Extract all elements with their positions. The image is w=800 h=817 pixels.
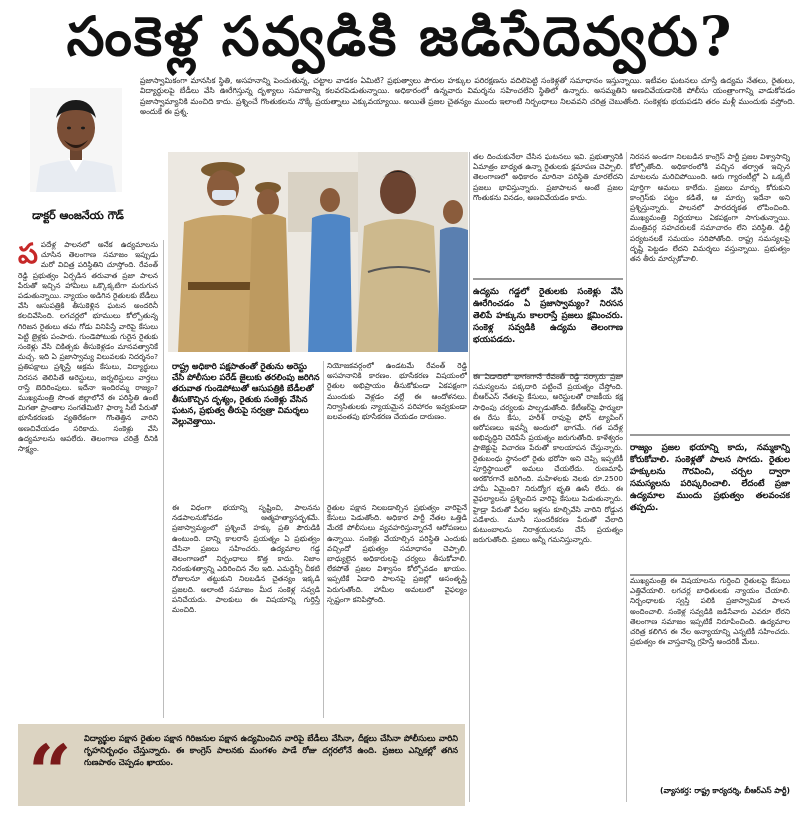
body-column-1-text: పదేళ్ల పాలనలో అనేక ఉద్యమాలను చూసిన తెలంగాణ సమాజం ఇప్పుడు మరో విచిత్ర పరిస్థితిని చూస్తోంది. రేవంత్ రెడ్డి ప్రభుత్వం ఏర్పడిన తరువాత ప్రజా పాలన పేరుతో ఇచ్చిన హామీలు ఒక్కొక్కటిగా మరుగున పడుతున్నాయి. న్యాయం అడిగిన రైతులకు బేడీలు వేసి ఆసుపత్రికి తీసుకెళ్లిన ఘటన అందరినీ కలచివేసింది. లగచర్లలో భూములు కోల్పోతున్న గిరిజన రైతులు తమ గోడు వినిపిస్తే వారిపై కేసులు పెట్టి జైళ్లకు పంపారు. గుండెపోటుకు గురైన రైతుకు సంకెళ్లు వేసి చికిత్సకు తీసుకెళ్లడం మానవత్వానికే మచ్చ. ఇది ఏ ప్రజాస్వామ్య విలువలకు నిదర్శనం? ప్రతిపక్షాలు ప్రశ్నిస్తే అక్రమ కేసులు, విద్యార్థులు నిరసన తెలిపితే అరెస్టులు, జర్నలిస్టులు వార్తలు రాస్తే బెదిరింపులు. ఇదేనా ఇందిరమ్మ రాజ్యం? ముఖ్యమంత్రి సొంత జిల్లాలోనే ఈ పరిస్థితి ఉంటే మిగతా ప్రాంతాల సంగతేమిటి? ఫార్మా సిటీ పేరుతో భూసేకరణకు వ్యతిరేకంగా గొంతెత్తిన వారిని అణచివేయడం సరికాదు. సంకెళ్లు వేసి ఉద్యమాలను ఆపలేరు. తెలంగాణ చరిత్రే దీనికి సాక్ష్యం.: [18, 240, 158, 454]
author-name: డాక్టర్ ఆంజనేయ గౌడ్: [32, 209, 124, 222]
author-byline: (వ్యాసకర్త: రాష్ట్ర కార్యదర్శి, బీఆర్ఎస్ పార్టీ): [660, 786, 790, 795]
column-divider: [469, 152, 470, 802]
body-column-2: ఈ విధంగా భయాన్ని సృష్టించి, పాలనను నడపాలనుకోవడం ఆత్మహత్యాసదృశమే. ప్రజాస్వామ్యంలో ప్రశ్నించే హక్కు ప్రతి పౌరుడికి ఉంటుంది. దాన్ని కాలరాసే ప్రయత్నం ఏ ప్రభుత్వం చేసినా ప్రజలు సహించరు. ఉద్యమాల గడ్డ తెలంగాణలో నిర్బంధాలు కొత్త కాదు. నిజాం నిరంకుశత్వాన్ని ఎదిరించిన నేల ఇది. ఎమర్జెన్సీ చీకటి రోజులనూ తట్టుకుని నిలబడిన చైతన్యం ఇక్కడి ప్రజలది. అలాంటి సమాజం మీద సంకెళ్ల సవ్వడి పనిచేయదు. పాలకులు ఈ విషయాన్ని గుర్తిస్తే మంచిది.: [172, 503, 320, 615]
column-divider: [323, 361, 324, 718]
photo-caption: రాష్ట్ర అధికారి పక్షపాతంతో రైతును అరెస్టు చేసి పోలీసుల పరేడ్ జైలుకు తరలింపు జరిగిన తరువాత గుండెపోటుతో ఆసుపత్రికి బేడీలతో తీసుకొచ్చిన దృశ్యం, రైతుకు సంకెళ్లు వేసిన ఘటన, ప్రభుత్వ తీరుపై సర్వత్రా విమర్శలు వెల్లువెత్తాయి.: [172, 361, 320, 426]
body-column-5-top: నిరసన అండగా నిలబడిన కాంగ్రెస్ పార్టీ ప్రజల విశ్వాసాన్ని కోల్పోతోంది. అధికారంలోకి వచ్చిన తర్వాత ఇచ్చిన మాటలను మరిచిపోయింది. ఆరు గ్యారంటీల్లో ఏ ఒక్కటీ పూర్తిగా అమలు కాలేదు. ప్రజలు మార్పు కోరుకుని కాంగ్రెస్‌కు పట్టం కడితే, ఆ మార్పు ఇదేనా అని ప్రశ్నిస్తున్నారు. పాలనలో పారదర్శకత లోపించింది. ముఖ్యమంత్రి నిర్ణయాలు ఏకపక్షంగా సాగుతున్నాయి. మంత్రివర్గ సహచరులకే సమాచారం లేని పరిస్థితి. ఢిల్లీ పర్యటనలకే సమయం సరిపోతోంది. రాష్ట్ర సమస్యలపై దృష్టి పెట్టడం లేదని విమర్శలు వస్తున్నాయి. ప్రభుత్వం తన తీరు మార్చుకోవాలి.: [630, 152, 790, 264]
news-photo: [168, 152, 468, 352]
column-divider: [626, 152, 627, 802]
intro-paragraph: ప్రజాస్వామికంగా మానసిక స్థితి, అసహనాన్ని పెంచుతున్న, చట్టాల వాడకం ఏమిటి? ప్రభుత్వాలు పౌరుల హక్కుల పరిరక్షణను వదిలిపెట్టి సంకెళ్లతో సమాధానం ఇస్తున్నాయి. ఇటీవల ఘటనలు చూస్తే ఉద్యమ నేతలు, రైతులు, విద్యార్థులపై బేడీలు వేసి ఊరేగిస్తున్న దృశ్యాలు సమాజాన్ని కలవరపెడుతున్నాయి. అధికారంలో ఉన్నవారు విమర్శను సహించలేని స్థితిలో ఉన్నారు. అసమ్మతిని అణచివేయడానికి పోలీసు యంత్రాంగాన్ని వాడుకోవడం ప్రజాస్వామ్యానికి మంచిది కాదు. ప్రశ్నించే గొంతుకలను నొక్కే ప్రయత్నాలు ఎక్కువయ్యాయి. అయితే ప్రజల చైతన్యం ముందు ఇలాంటి నిర్బంధాలు నిలవవని చరిత్ర చెబుతోంది. సంకెళ్లకు భయపడని తరం మళ్లీ ముందుకు వస్తోంది. అందుకే ఈ ప్రశ్న.: [140, 76, 795, 117]
body-column-5: ముఖ్యమంత్రి ఈ విషయాలను గుర్తించి రైతులపై కేసులు ఎత్తివేయాలి. లగచర్ల బాధితులకు న్యాయం చేయాలి. నిర్బంధాలకు స్వస్తి పలికి ప్రజాస్వామిక పాలన అందించాలి. సంకెళ్ల సవ్వడికి జడిసేవారు ఎవరూ లేరని తెలంగాణ సమాజం ఇప్పటికే నిరూపించింది. ఉద్యమాల చరిత్ర కలిగిన ఈ నేల అన్యాయాన్ని ఎన్నటికీ సహించదు. ప్రభుత్వం ఈ వాస్తవాన్ని గ్రహిస్తే అందరికీ మేలు.: [630, 576, 790, 647]
headline: సంకెళ్ల సవ్వడికి జడిసేదెవ్వరు?: [66, 4, 734, 68]
highlight-quote-text: విద్యార్థుల పక్షాన రైతుల పక్షాన గిరిజనుల పక్షాన ఉద్యమించిన వారిపై బేడీలు వేసినా, దీక్షలు చేసినా పోలీసులు వారిని గృహనిర్బంధం చేస్తున్నారు. ఈ కాంగ్రెస్ పాలనకు మంగళం పాడే రోజు దగ్గరలోనే ఉంది. ప్రజలు ఎన్నికల్లో తగిన గుణపాఠం చెప్పడం ఖాయం.: [84, 733, 458, 767]
column-divider: [163, 240, 164, 718]
dropcap-letter: ప: [18, 240, 38, 270]
body-column-1: [18, 240, 158, 718]
pull-quote-2: రాజ్యం ప్రజల భయాన్ని కాదు, నమ్మకాన్ని కోరుకోవాలి. సంకెళ్లతో పాలన సాగదు. రైతుల హక్కులను గౌరవించి, చర్చల ద్వారా సమస్యలను పరిష్కరించాలి. లేదంటే ప్రజా ఉద్యమాల ముందు ప్రభుత్వం తలవంచక తప్పదు.: [630, 434, 790, 576]
author-portrait: [30, 88, 122, 192]
body-column-4: ఈ ఏడాదిలో భాగంగానే రేవంత్ రెడ్డి సర్కారు ప్రజా సమస్యలను పక్కదారి పట్టించే ప్రయత్నం చేస్తోంది. బీఆర్ఎస్ నేతలపై కేసులు, అరెస్టులతో రాజకీయ కక్ష సాధింపు చర్యలకు పాల్పడుతోంది. కేటీఆర్‌పై ఫార్ములా ఈ రేసు కేసు, హరీశ్ రావుపై ఫోన్ ట్యాపింగ్ ఆరోపణలు ఇవన్నీ అందులో భాగమే. గత పదేళ్ల అభివృద్ధిని చెరిపేసే ప్రయత్నం జరుగుతోంది. కాళేశ్వరం ప్రాజెక్టుపై విచారణ పేరుతో కాలయాపన చేస్తున్నారు. రైతుబంధు స్థానంలో రైతు భరోసా అని చెప్పి ఇప్పటికీ పూర్తిస్థాయిలో అమలు చేయలేదు. రుణమాఫీ అరకొరగానే జరిగింది. మహిళలకు నెలకు రూ.2500 హామీ ఏమైంది? నిరుద్యోగ భృతి ఊసే లేదు. ఈ వైఫల్యాలను ప్రశ్నించిన వారిపై కేసులు పెడుతున్నారు. హైడ్రా పేరుతో పేదల ఇళ్లను కూల్చివేసి వారిని రోడ్డున పడేశారు. మూసీ సుందరీకరణ పేరుతో వేలాది కుటుంబాలను నిరాశ్రయులను చేసే ప్రయత్నం జరుగుతోంది. ప్రజలు అన్నీ గమనిస్తున్నారు.: [473, 372, 623, 545]
quote-mark-icon: “: [28, 728, 72, 817]
body-column-4-top: తల దించుకునేలా చేసిన ఘటనలు ఇవి. ప్రభుత్వానికి ఏమాత్రం బాధ్యత ఉన్నా రైతులకు క్షమాపణ చెప్పాలి. తెలంగాణలో అధికారం మారినా పరిస్థితి మారలేదని ప్రజలు భావిస్తున్నారు. ప్రజాపాలన అంటే ప్రజల గొంతుకను వినడం, అణచివేయడం కాదు.: [473, 152, 623, 202]
pull-quote-1: ఉద్యమ గడ్డలో రైతులకు సంకెళ్లు వేసి ఊరేగించడం ఏ ప్రజాస్వామ్యం? నిరసన తెలిపే హక్కును కాలరాస్తే ప్రజలు క్షమించరు. సంకెళ్ల సవ్వడికి ఉద్యమ తెలంగాణ భయపడదు.: [473, 278, 623, 376]
body-column-3-top: నియోజకవర్గంలో ఉండటమే రేవంత్ రెడ్డి అసహనానికి కారణం. భూసేకరణ విషయంలో రైతుల అభిప్రాయం తీసుకోకుండా ఏకపక్షంగా ముందుకు వెళ్లడం వల్లే ఈ ఆందోళనలు. నిర్వాసితులకు న్యాయమైన పరిహారం ఇవ్వకుండా బలవంతపు భూసేకరణ చేయడం దారుణం.: [327, 361, 467, 422]
body-column-3: రైతుల పక్షాన నిలబడాల్సిన ప్రభుత్వం వారిపైనే కేసులు పెడుతోంది. అధికార పార్టీ నేతల ఒత్తిడి మేరకే పోలీసులు వ్యవహరిస్తున్నారనే ఆరోపణలు ఉన్నాయి. సంకెళ్లు వేయాల్సిన పరిస్థితి ఎందుకు వచ్చిందో ప్రభుత్వం సమాధానం చెప్పాలి. బాధ్యులైన అధికారులపై చర్యలు తీసుకోవాలి. లేకపోతే ప్రజల విశ్వాసం కోల్పోవడం ఖాయం. ఇప్పటికే ఏడాది పాలనపై ప్రజల్లో అసంతృప్తి పెరుగుతోంది. హామీల అమలులో వైఫల్యం స్పష్టంగా కనిపిస్తోంది.: [327, 503, 467, 604]
